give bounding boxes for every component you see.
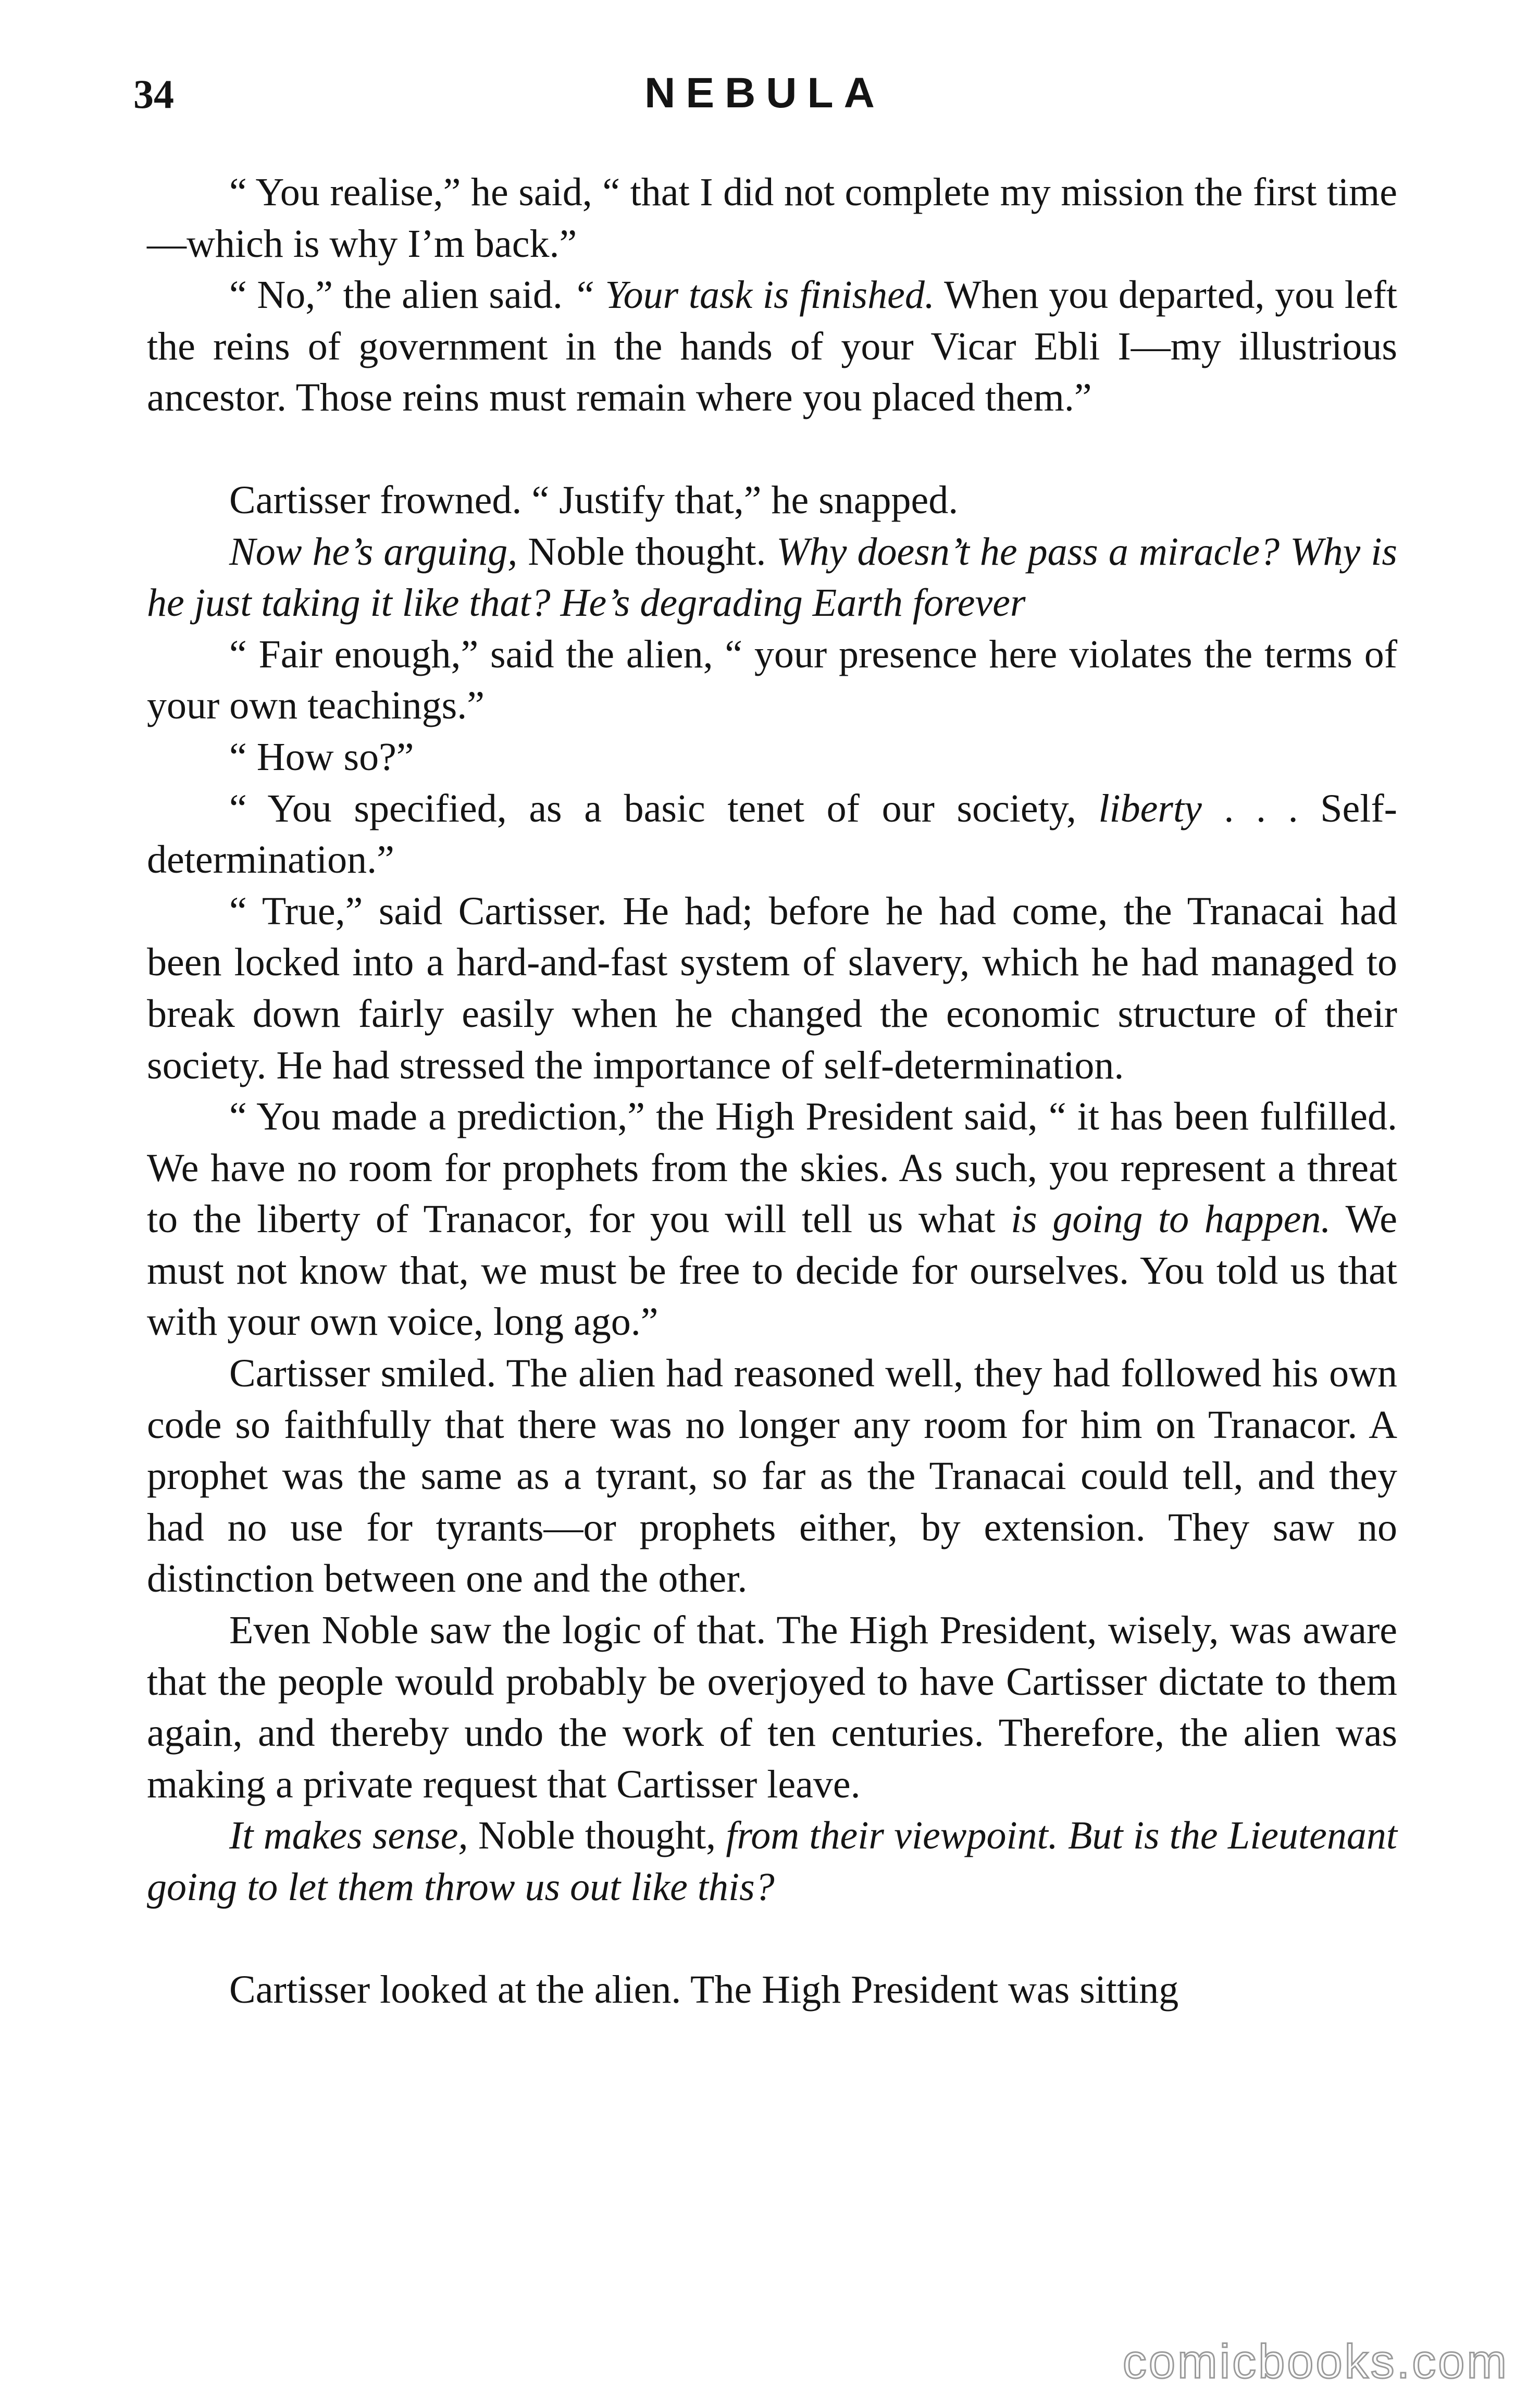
italic-run: It makes sense, bbox=[229, 1814, 468, 1858]
text-run: Cartisser looked at the alien. The High President was sitting bbox=[229, 1967, 1179, 2012]
page-header bbox=[133, 61, 1396, 134]
paragraph bbox=[147, 167, 1397, 269]
paragraph bbox=[147, 526, 1397, 629]
text-run: . . . Self-determination.” bbox=[147, 786, 1397, 882]
paragraph bbox=[147, 1810, 1397, 1913]
text-run: Cartisser frowned. “ Justify that,” he snapped. bbox=[229, 478, 959, 522]
paragraph bbox=[147, 269, 1397, 424]
paragraph bbox=[147, 629, 1397, 731]
italic-run: liberty bbox=[1098, 786, 1202, 830]
text-run: “ You specified, as a basic tenet of our society, bbox=[229, 786, 1099, 830]
paragraph bbox=[147, 1964, 1397, 2016]
paragraph bbox=[147, 475, 1397, 526]
text-run: When you departed, you left the reins of government in the hands of your Vicar Ebli I—my illustrious ancestor. Those reins must remain where you placed them.” bbox=[147, 273, 1397, 420]
body-text bbox=[147, 167, 1397, 2015]
paragraph bbox=[147, 1091, 1397, 1348]
italic-run: “ Your task is finished. bbox=[573, 273, 935, 317]
text-run: Noble thought. bbox=[517, 529, 777, 574]
text-run: We must not know that, we must be free to decide for ourselves. You told us that with your own voice, long ago.” bbox=[147, 1197, 1397, 1344]
italic-run: Now he’s arguing, bbox=[229, 529, 518, 574]
text-run: “ No,” the alien said. bbox=[229, 273, 573, 317]
text-run: “ You realise,” he said, “ that I did not complete my mission the first time—which is why I’m back.” bbox=[147, 170, 1397, 266]
text-run: Cartisser smiled. The alien had reasoned well, they had followed his own code so faithfully that there was no longer any room for him on Tranacor. A prophet was the same as a tyrant, so far as the Tranacai could tell, and they had no use for tyrants—or prophets either, by extension. They saw no distinction between one and the other. bbox=[147, 1351, 1397, 1601]
italic-run: from their viewpoint. But is the Lieutenant going to let them throw us out like this? bbox=[147, 1814, 1398, 1909]
text-run: “ How so?” bbox=[229, 735, 414, 779]
paragraph bbox=[147, 1348, 1397, 1605]
paragraph bbox=[147, 1605, 1397, 1810]
paragraph bbox=[147, 886, 1397, 1091]
running-title: NEBULA bbox=[644, 69, 885, 117]
text-run: Even Noble saw the logic of that. The High President, wisely, was aware that the people would probably be overjoyed to have Cartisser dictate to them again, and thereby undo the work of ten centuries. Therefore, the alien was making a private request that Cartisser leave. bbox=[147, 1608, 1397, 1806]
paragraph bbox=[147, 731, 1397, 783]
text-run: Noble thought, bbox=[468, 1814, 726, 1858]
text-run: “ Fair enough,” said the alien, “ your presence here violates the terms of your own teachings.” bbox=[147, 632, 1397, 728]
italic-run: Why doesn’t he pass a miracle? Why is he just taking it like that? He’s degrading Earth forever bbox=[147, 529, 1397, 625]
italic-run: is going to happen. bbox=[1011, 1197, 1331, 1242]
watermark: comicbooks.com bbox=[1122, 2335, 1509, 2388]
paragraph bbox=[147, 783, 1397, 886]
text-run: “ You made a prediction,” the High President said, “ it has been fulfilled. We have no room for prophets from the skies. As such, you represent a threat to the liberty of Tranacor, for you will tell us what bbox=[147, 1095, 1397, 1242]
page-number: 34 bbox=[133, 71, 174, 117]
text-run: “ True,” said Cartisser. He had; before he had come, the Tranacai had been locked into a hard-and-fast system of slavery, which he had managed to break down fairly easily when he changed the economic structure of their society. He had stressed the importance of self-determination. bbox=[147, 889, 1397, 1087]
